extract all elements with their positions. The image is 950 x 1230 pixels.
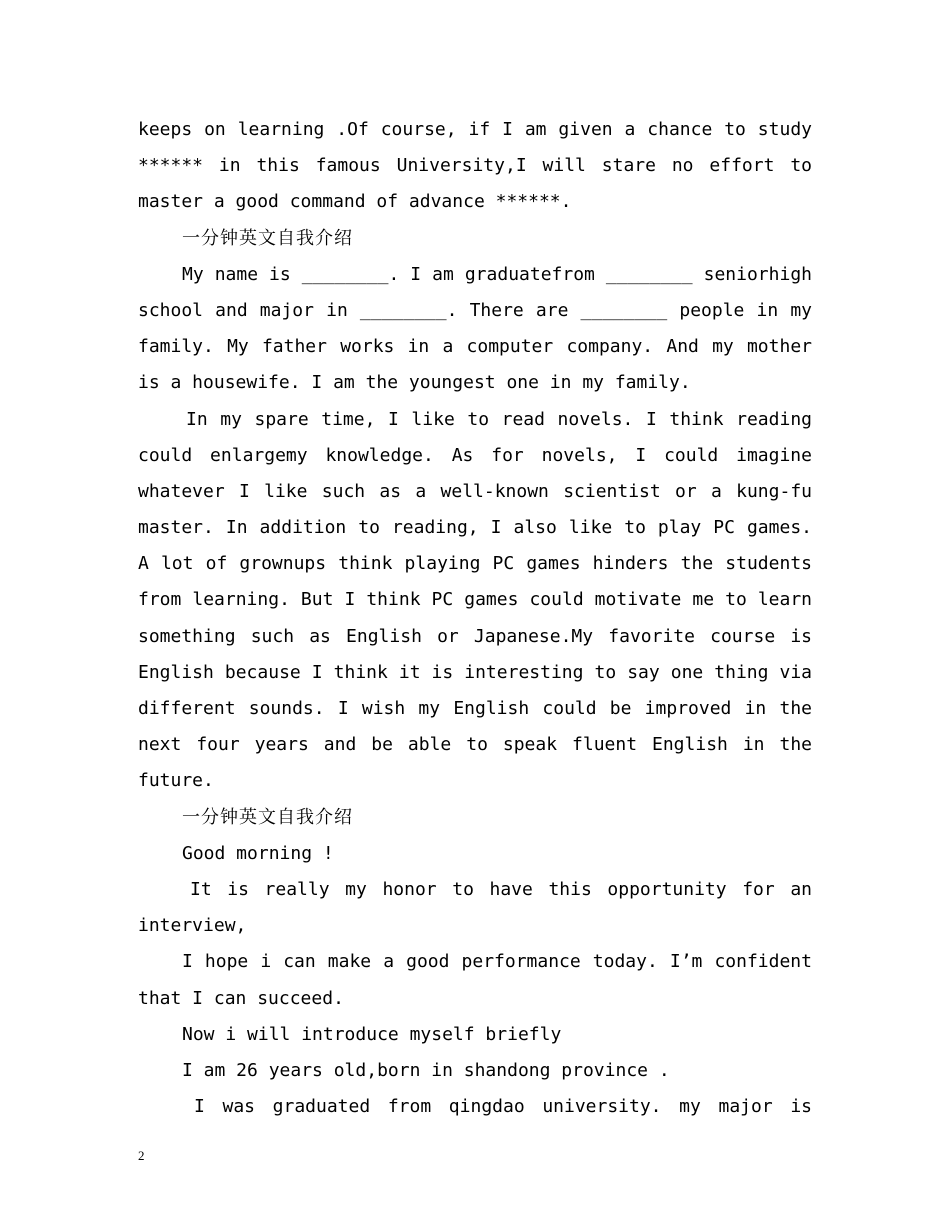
text-line: English because I think it is interesting to say one thing via bbox=[138, 661, 812, 683]
text-line: whatever I like such as a well-known scientist or a kung-fu bbox=[138, 480, 812, 502]
text-line: I hope i can make a good performance today. I’m confident bbox=[182, 951, 812, 973]
text-line: different sounds. I wish my English could be improved in the bbox=[138, 698, 812, 719]
text-line: ****** in this famous University,I will stare no effort to bbox=[138, 155, 812, 177]
text-line: something such as English or Japanese.My favorite course is bbox=[138, 625, 812, 647]
text-line: could enlargemy knowledge. As for novels, I could imagine bbox=[138, 444, 812, 466]
text-line: Good morning ! bbox=[182, 842, 334, 864]
text-line: A lot of grownups think playing PC games hinders the students bbox=[138, 553, 812, 575]
text-line: It is really my honor to have this opportunity for an bbox=[190, 878, 812, 900]
text-line: interview, bbox=[138, 915, 247, 937]
section-heading: 一分钟英文自我介绍 bbox=[182, 227, 353, 249]
text-line: Now i will introduce myself briefly bbox=[182, 1023, 562, 1045]
text-line: master. In addition to reading, I also like to play PC games. bbox=[138, 517, 812, 539]
text-line: from learning. But I think PC games could motivate me to learn bbox=[138, 589, 812, 611]
text-line: school and major in ________. There are ________ people in my bbox=[138, 299, 812, 321]
text-line: I am 26 years old,born in shandong province . bbox=[182, 1059, 670, 1081]
text-line: is a housewife. I am the youngest one in my family. bbox=[138, 372, 691, 394]
text-line: In my spare time, I like to read novels. I think reading bbox=[186, 408, 812, 430]
text-line: I was graduated from qingdao university. my major is bbox=[194, 1096, 812, 1118]
section-heading: 一分钟英文自我介绍 bbox=[182, 806, 353, 828]
text-line: future. bbox=[138, 770, 214, 792]
text-line: master a good command of advance ******. bbox=[138, 191, 572, 213]
text-line: next four years and be able to speak fluent English in the bbox=[138, 734, 812, 756]
text-line: My name is ________. I am graduatefrom ________ seniorhigh bbox=[182, 263, 812, 285]
text-line: keeps on learning .Of course, if I am given a chance to study bbox=[138, 119, 812, 140]
text-line: family. My father works in a computer company. And my mother bbox=[138, 336, 812, 358]
text-line: that I can succeed. bbox=[138, 987, 344, 1009]
page-number: 2 bbox=[138, 1148, 145, 1163]
body-text bbox=[138, 112, 812, 1125]
